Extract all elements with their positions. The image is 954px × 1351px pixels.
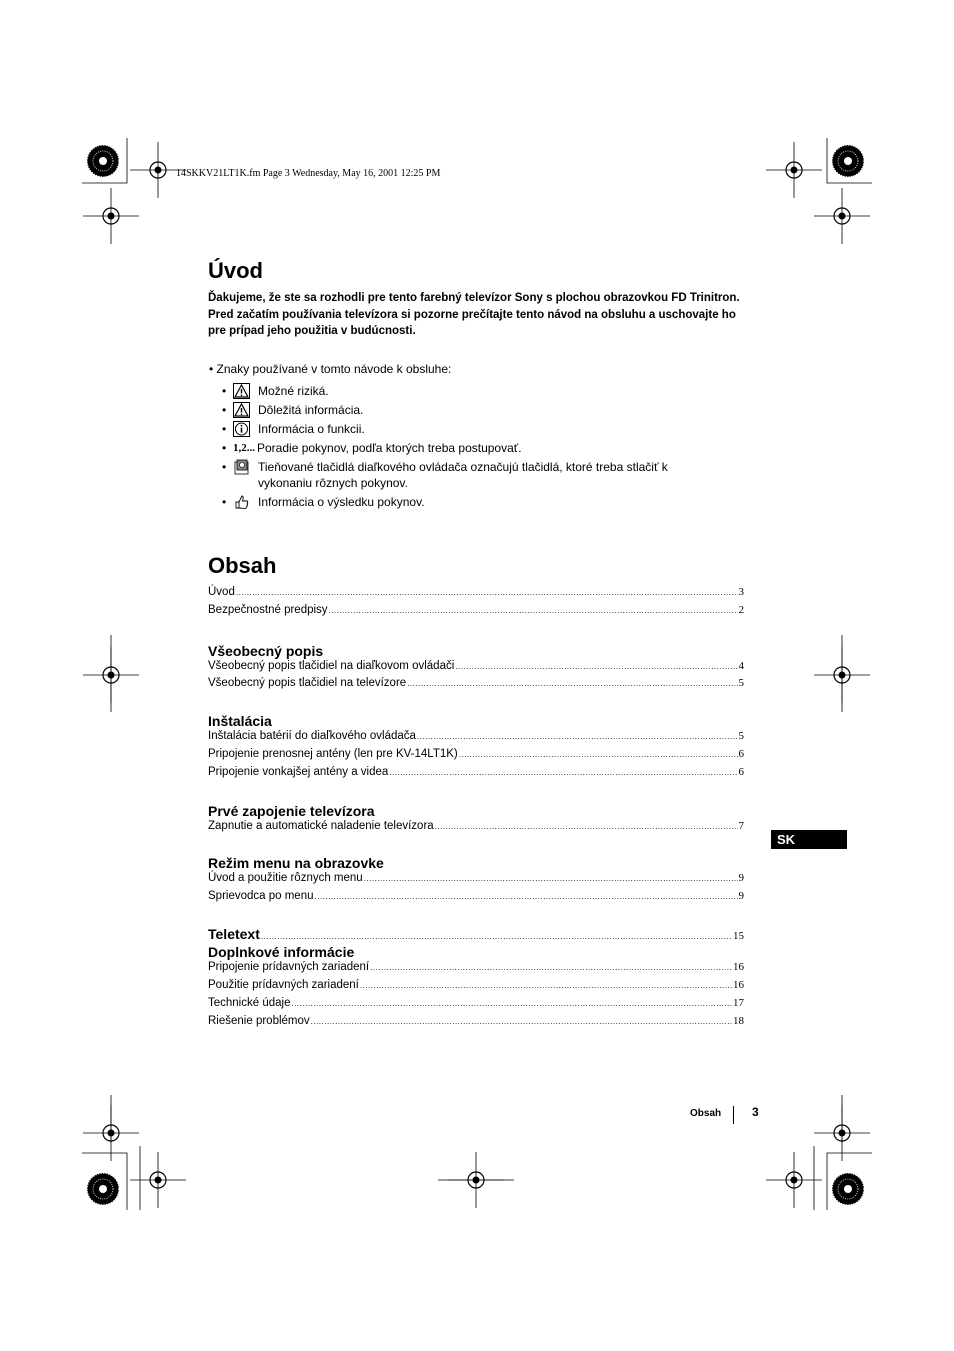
starburst-mark	[832, 145, 864, 177]
toc-section-heading: Režim menu na obrazovke	[208, 855, 384, 871]
toc-label: Úvod	[208, 586, 235, 598]
starburst-mark	[87, 1173, 119, 1205]
toc-page: 3	[738, 586, 744, 598]
toc-label: Všeobecný popis tlačidiel na diaľkovom ovládači	[208, 660, 455, 672]
toc-page: 16	[733, 961, 744, 973]
toc-entry[interactable]	[208, 979, 744, 997]
symbol-text: Poradie pokynov, podľa ktorých treba postupovať.	[257, 441, 522, 455]
symbol-item: • Informácia o výsledku pokynov.	[222, 494, 722, 510]
symbol-text: Informácia o funkcii.	[258, 422, 365, 436]
symbol-text: Informácia o výsledku pokynov.	[258, 495, 425, 509]
symbol-text: Dôležitá informácia.	[258, 403, 364, 417]
toc-page: 9	[738, 890, 744, 902]
toc-page: 7	[738, 820, 744, 832]
table-of-contents	[208, 586, 744, 1033]
toc-label: Sprievodca po menu	[208, 890, 314, 902]
toc-label: Bezpečnostné predpisy	[208, 604, 328, 616]
toc-page: 16	[733, 979, 744, 991]
toc-entry[interactable]	[208, 872, 744, 890]
toc-label: Technické údaje	[208, 997, 291, 1009]
remote-button-icon	[233, 459, 250, 475]
toc-entry[interactable]	[208, 820, 744, 838]
toc-label: Použitie prídavných zariadení	[208, 979, 359, 991]
toc-entry[interactable]	[208, 961, 744, 979]
toc-entry[interactable]	[208, 604, 744, 622]
toc-section-heading: Prvé zapojenie televízora	[208, 803, 375, 819]
step-number: 1,2...	[233, 442, 255, 454]
toc-entry[interactable]	[208, 730, 744, 748]
toc-section-heading: Doplnkové informácie	[208, 944, 355, 960]
contents-title: Obsah	[208, 553, 277, 578]
toc-page: 9	[738, 872, 744, 884]
toc-page: 6	[738, 748, 744, 760]
toc-page: 18	[733, 1015, 744, 1027]
toc-entry[interactable]	[208, 1015, 744, 1033]
toc-entry[interactable]	[208, 997, 744, 1015]
toc-label: Úvod a použitie rôznych menu	[208, 872, 363, 884]
symbol-item: • Možné riziká.	[222, 383, 722, 399]
symbol-text: Tieňované tlačidlá diaľkového ovládača označujú tlačidlá, ktoré treba stlačiť k vykonaniu rôznych pokynov.	[258, 460, 668, 490]
toc-label: Pripojenie vonkajšej antény a videa	[208, 766, 389, 778]
warning-triangle-icon	[233, 402, 250, 418]
toc-label: Zapnutie a automatické naladenie televízora	[208, 820, 434, 832]
toc-label: Inštalácia batérií do diaľkového ovládača	[208, 730, 416, 742]
symbols-lead: • Znaky používané v tomto návode k obsluhe:	[209, 362, 452, 376]
toc-entry[interactable]	[208, 766, 744, 784]
symbol-item: • Tieňované tlačidlá diaľkového ovládača označujú tlačidlá, ktoré treba stlačiť k vykonaniu rôznych pokynov.	[222, 459, 722, 491]
toc-entry[interactable]	[208, 748, 744, 766]
toc-entry[interactable]	[208, 660, 744, 677]
toc-section-heading: Všeobecný popis	[208, 643, 324, 659]
symbol-item: • Informácia o funkcii.	[222, 421, 722, 437]
toc-entry-teletext[interactable]	[208, 926, 744, 944]
language-tab: SK	[771, 830, 847, 849]
starburst-mark	[87, 145, 119, 177]
toc-entry[interactable]	[208, 677, 744, 695]
toc-page: 5	[738, 730, 744, 742]
warning-triangle-icon	[233, 383, 250, 399]
symbol-item: • 1,2... Poradie pokynov, podľa ktorých treba postupovať.	[222, 440, 722, 456]
info-icon	[233, 421, 250, 437]
starburst-mark	[832, 1173, 864, 1205]
toc-section-heading: Teletext	[208, 926, 260, 942]
toc-page: 4	[738, 660, 744, 672]
print-file-header: 14SKKV21LT1K.fm Page 3 Wednesday, May 16, 2001 12:25 PM	[176, 168, 441, 179]
toc-label: Všeobecný popis tlačidiel na televízore	[208, 677, 407, 689]
toc-label: Pripojenie prídavných zariadení	[208, 961, 370, 973]
footer-divider	[733, 1106, 734, 1124]
toc-page: 17	[733, 997, 744, 1009]
toc-entry[interactable]	[208, 890, 744, 908]
thumbs-up-icon	[233, 494, 250, 510]
toc-page: 5	[738, 677, 744, 689]
footer-section-name: Obsah	[690, 1108, 722, 1119]
intro-title: Úvod	[208, 258, 263, 283]
intro-text	[208, 290, 753, 340]
toc-label: Pripojenie prenosnej antény (len pre KV-14LT1K)	[208, 748, 458, 760]
toc-page: 2	[738, 604, 744, 616]
symbols-list	[222, 383, 722, 513]
symbol-text: Možné riziká.	[258, 384, 329, 398]
footer-page-number: 3	[752, 1105, 759, 1119]
intro-paragraph: Pred začatím používania televízora si pozorne prečítajte tento návod na obsluhu a uschovajte ho pre prípad jeho použitia v budúcnosti.	[208, 308, 736, 337]
intro-paragraph: Ďakujeme, že ste sa rozhodli pre tento farebný televízor Sony s plochou obrazovkou FD Trinitron.	[208, 292, 740, 304]
toc-label: Riešenie problémov	[208, 1015, 310, 1027]
toc-section-heading: Inštalácia	[208, 713, 272, 729]
toc-entry[interactable]	[208, 586, 744, 604]
toc-page: 6	[738, 766, 744, 778]
symbol-item: • Dôležitá informácia.	[222, 402, 722, 418]
toc-page: 15	[733, 930, 744, 942]
